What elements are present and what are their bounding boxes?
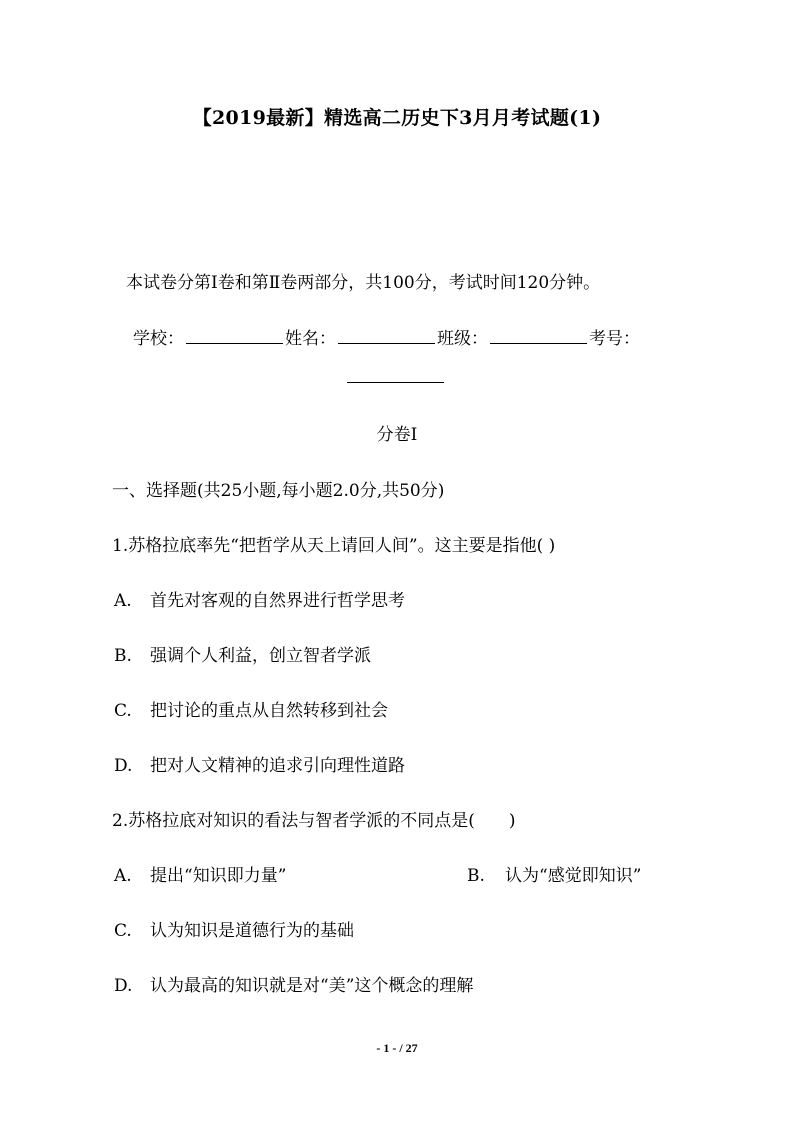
part-title: 一、选择题(共25小题,每小题2.0分,共50分) xyxy=(112,481,445,501)
document-title: 【2019最新】精选高二历史下3月月考试题(1) xyxy=(192,107,602,129)
option-letter: B. xyxy=(114,646,132,666)
option-row xyxy=(114,590,405,612)
option-text: 把对人文精神的追求引向理性道路 xyxy=(150,756,405,776)
option-letter: A. xyxy=(114,866,132,886)
option-row xyxy=(114,645,371,667)
option-row xyxy=(114,975,473,997)
exam-no-label: 考号： xyxy=(589,329,640,349)
page-number: - 1 - / 27 xyxy=(376,1041,418,1055)
option-letter: B. xyxy=(467,866,485,886)
section-title: 分卷I xyxy=(376,425,418,445)
student-info-row xyxy=(133,327,640,350)
question-stem: 1.苏格拉底率先“把哲学从天上请回人间”。这主要是指他( ) xyxy=(112,536,556,556)
class-blank xyxy=(490,327,587,344)
option-row xyxy=(114,920,354,942)
class-label: 班级： xyxy=(437,329,488,349)
school-blank xyxy=(186,327,283,344)
option-letter: C. xyxy=(114,701,132,721)
option-letter: D. xyxy=(114,756,133,776)
option-letter: C. xyxy=(114,921,132,941)
option-letter: D. xyxy=(114,976,133,996)
option-row xyxy=(114,755,405,777)
option-letter: A. xyxy=(114,591,132,611)
exam-no-blank xyxy=(347,366,444,383)
option-text: 强调个人利益，创立智者学派 xyxy=(150,646,371,666)
name-label: 姓名： xyxy=(285,329,336,349)
exam-intro: 本试卷分第Ⅰ卷和第Ⅱ卷两部分，共100分，考试时间120分钟。 xyxy=(126,273,601,293)
school-label: 学校： xyxy=(133,329,184,349)
option-text: 认为知识是道德行为的基础 xyxy=(150,921,354,941)
option-text: 提出“知识即力量” xyxy=(150,866,287,886)
option-text: 首先对客观的自然界进行哲学思考 xyxy=(150,591,405,611)
option-text: 把讨论的重点从自然转移到社会 xyxy=(150,701,388,721)
question-stem: 2.苏格拉底对知识的看法与智者学派的不同点是( ) xyxy=(112,811,516,831)
option-row xyxy=(114,865,286,887)
option-text: 认为“感觉即知识” xyxy=(505,866,642,886)
option-row xyxy=(114,700,388,722)
option-text: 认为最高的知识就是对“美”这个概念的理解 xyxy=(150,976,474,996)
name-blank xyxy=(338,327,435,344)
option-row xyxy=(467,865,641,887)
